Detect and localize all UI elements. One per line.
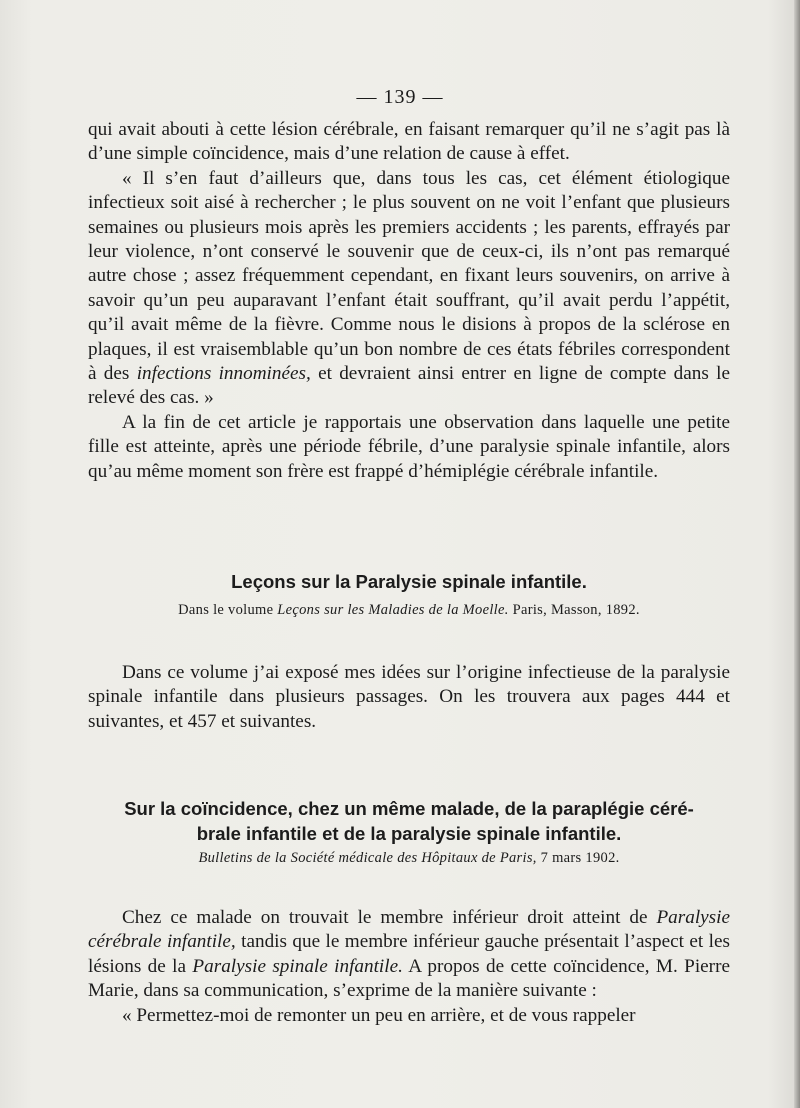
section1-ref-italic: Leçons sur les Maladies de la Moelle. bbox=[277, 602, 509, 618]
section2-paragraph bbox=[88, 906, 730, 1004]
section1-reference bbox=[88, 600, 730, 620]
section1-ref-prefix: Dans le volume bbox=[178, 602, 278, 618]
intro-paragraph: qui avait abouti à cette lésion cérébrale, en faisant remarquer qu’il ne s’agit pas là d’une simple coïncidence, mais d’une relation de cause à effet. bbox=[88, 119, 730, 165]
section2-title-line2: brale infantile et de la paralysie spinale infantile. bbox=[196, 823, 622, 844]
quote-text: « Il s’en faut d’ailleurs que, dans tous les cas, cet élément étiologique infectieux soit aisé à rechercher ; le plus souvent on ne voit l’enfant que plusieurs semaines ou plusieurs mois après les premiers accidents ; les parents, effrayés par leur violence, n’ont conservé le souvenir que de ceux-ci, ils n’ont pas remarqué autre chose ; assez fréquemment cependant, en fixant leurs souvenirs, on arrive à savoir qu’un peu auparavant l’enfant était souffrant, qu’il avait perdu l’appétit, qu’il avait même de la fièvre. Comme nous le disions à propos de la sclérose en plaques, il est vraisemblable qu’un bon nombre de ces états fébriles correspondent à des bbox=[88, 167, 730, 385]
section2-text-3: A propos de cette coïncidence, M. Pierre Marie, dans sa communication, s’exprime de la manière suivante : bbox=[88, 955, 730, 1002]
page-number: — 139 — bbox=[356, 86, 444, 108]
section2-ref-italic: Bulletins de la Société médicale des Hôpitaux de Paris, bbox=[198, 850, 537, 866]
section2-reference bbox=[88, 848, 730, 868]
section2-quote-start: « Permettez-moi de remonter un peu en arrière, et de vous rappeler bbox=[122, 1004, 636, 1026]
quote-italic: infections innominées, bbox=[136, 363, 311, 385]
quote-text-end: et devraient ainsi entrer en ligne de compte dans le relevé des cas. » bbox=[88, 363, 730, 409]
section2-italic-1: Paralysie cérébrale infantile, bbox=[88, 907, 730, 953]
section2-body bbox=[88, 906, 730, 1028]
end-paragraph: A la fin de cet article je rapportais une observation dans laquelle une petite fille est atteinte, après une période fébrile, d’une paralysie spinale infantile, alors qu’au même moment son frère est frappé d’hémiplégie cérébrale infantile. bbox=[88, 411, 730, 482]
section1-title: Leçons sur la Paralysie spinale infantile. bbox=[231, 571, 587, 592]
section2-italic-2: Paralysie spinale infantile. bbox=[192, 955, 403, 977]
quote-paragraph bbox=[88, 167, 730, 411]
section2-title-line1: Sur la coïncidence, chez un même malade, de la paraplégie céré- bbox=[124, 798, 694, 819]
section1-body bbox=[88, 661, 730, 734]
section2-ref-suffix: 7 mars 1902. bbox=[536, 850, 620, 866]
section2-title bbox=[88, 796, 730, 846]
page-spine-shadow bbox=[794, 0, 800, 1108]
section2-text-2: tandis que le membre inférieur gauche présentait l’aspect et les lésions de la bbox=[88, 931, 730, 977]
section1-ref-suffix: Paris, Masson, 1892. bbox=[508, 602, 640, 618]
continued-text bbox=[88, 118, 730, 484]
section2-text-1: Chez ce malade on trouvait le membre inférieur droit atteint de bbox=[122, 907, 657, 928]
section1-paragraph: Dans ce volume j’ai exposé mes idées sur l’origine infectieuse de la paralysie spinale infantile dans plusieurs passages. On les trouvera aux pages 444 et suivantes, et 457 et suivantes. bbox=[88, 662, 730, 732]
